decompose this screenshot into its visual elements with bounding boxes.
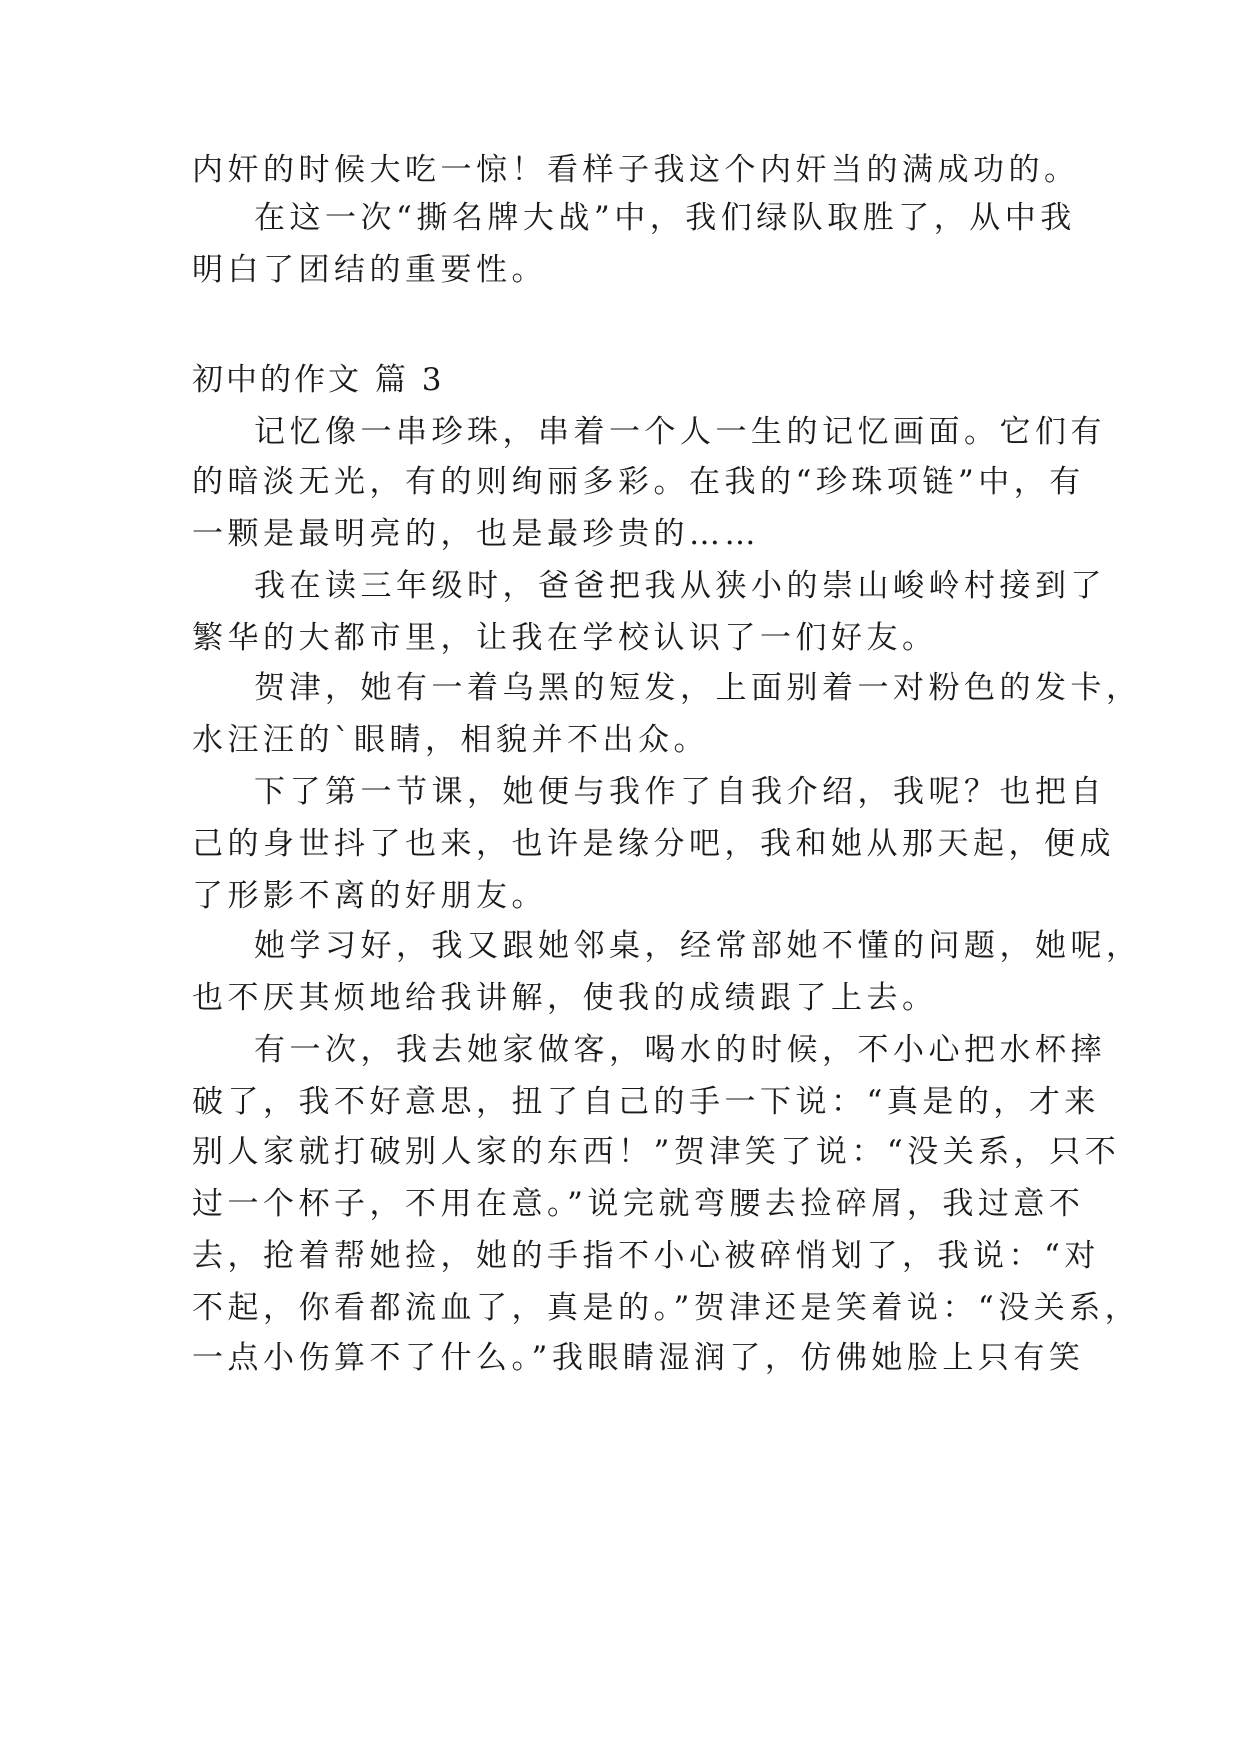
text-line: 也不厌其烦地给我讲解，使我的成绩跟了上去。	[192, 980, 938, 1016]
text-line: 破了，我不好意思，扭了自己的手一下说：“真是的，才来	[192, 1084, 1100, 1120]
paragraph-first-line: 有一次，我去她家做客，喝水的时候，不小心把水杯摔	[254, 1032, 1106, 1068]
paragraph-first-line: 记忆像一串珍珠，串着一个人一生的记忆画面。它们有	[254, 414, 1106, 450]
text-line: 内奸的时候大吃一惊！看样子我这个内奸当的满成功的。	[192, 152, 1080, 188]
text-line: 繁华的大都市里，让我在学校认识了一们好友。	[192, 620, 938, 656]
paragraph-first-line: 贺津，她有一着乌黑的短发，上面别着一对粉色的发卡，	[254, 670, 1142, 706]
paragraph-first-line: 她学习好，我又跟她邻桌，经常部她不懂的问题，她呢，	[254, 928, 1142, 964]
text-line: 过一个杯子，不用在意。”说完就弯腰去捡碎屑，我过意不	[192, 1186, 1085, 1222]
text-line: 一颗是最明亮的，也是最珍贵的……	[192, 516, 760, 552]
paragraph-first-line: 下了第一节课，她便与我作了自我介绍，我呢？也把自	[254, 774, 1106, 810]
text-line: 去，抢着帮她捡，她的手指不小心被碎悄划了，我说：“对	[192, 1238, 1100, 1274]
text-line: 明白了团结的重要性。	[192, 252, 547, 288]
text-line: 了形影不离的好朋友。	[192, 878, 547, 914]
paragraph-first-line: 在这一次“撕名牌大战”中，我们绿队取胜了，从中我	[254, 200, 1076, 236]
text-line: 一点小伤算不了什么。”我眼睛湿润了，仿佛她脸上只有笑	[192, 1340, 1085, 1376]
text-line: 的暗淡无光，有的则绚丽多彩。在我的“珍珠项链”中，有	[192, 464, 1085, 500]
paragraph-first-line: 我在读三年级时，爸爸把我从狭小的崇山峻岭村接到了	[254, 568, 1106, 604]
text-line: 不起，你看都流血了，真是的。”贺津还是笑着说：“没关系，	[192, 1290, 1141, 1326]
text-line: 水汪汪的`眼睛，相貌并不出众。	[192, 722, 709, 758]
text-line: 己的身世抖了也来，也许是缘分吧，我和她从那天起，便成	[192, 826, 1115, 862]
section-heading: 初中的作文 篇 3	[192, 362, 445, 398]
text-line: 别人家就打破别人家的东西！”贺津笑了说：“没关系，只不	[192, 1134, 1121, 1170]
